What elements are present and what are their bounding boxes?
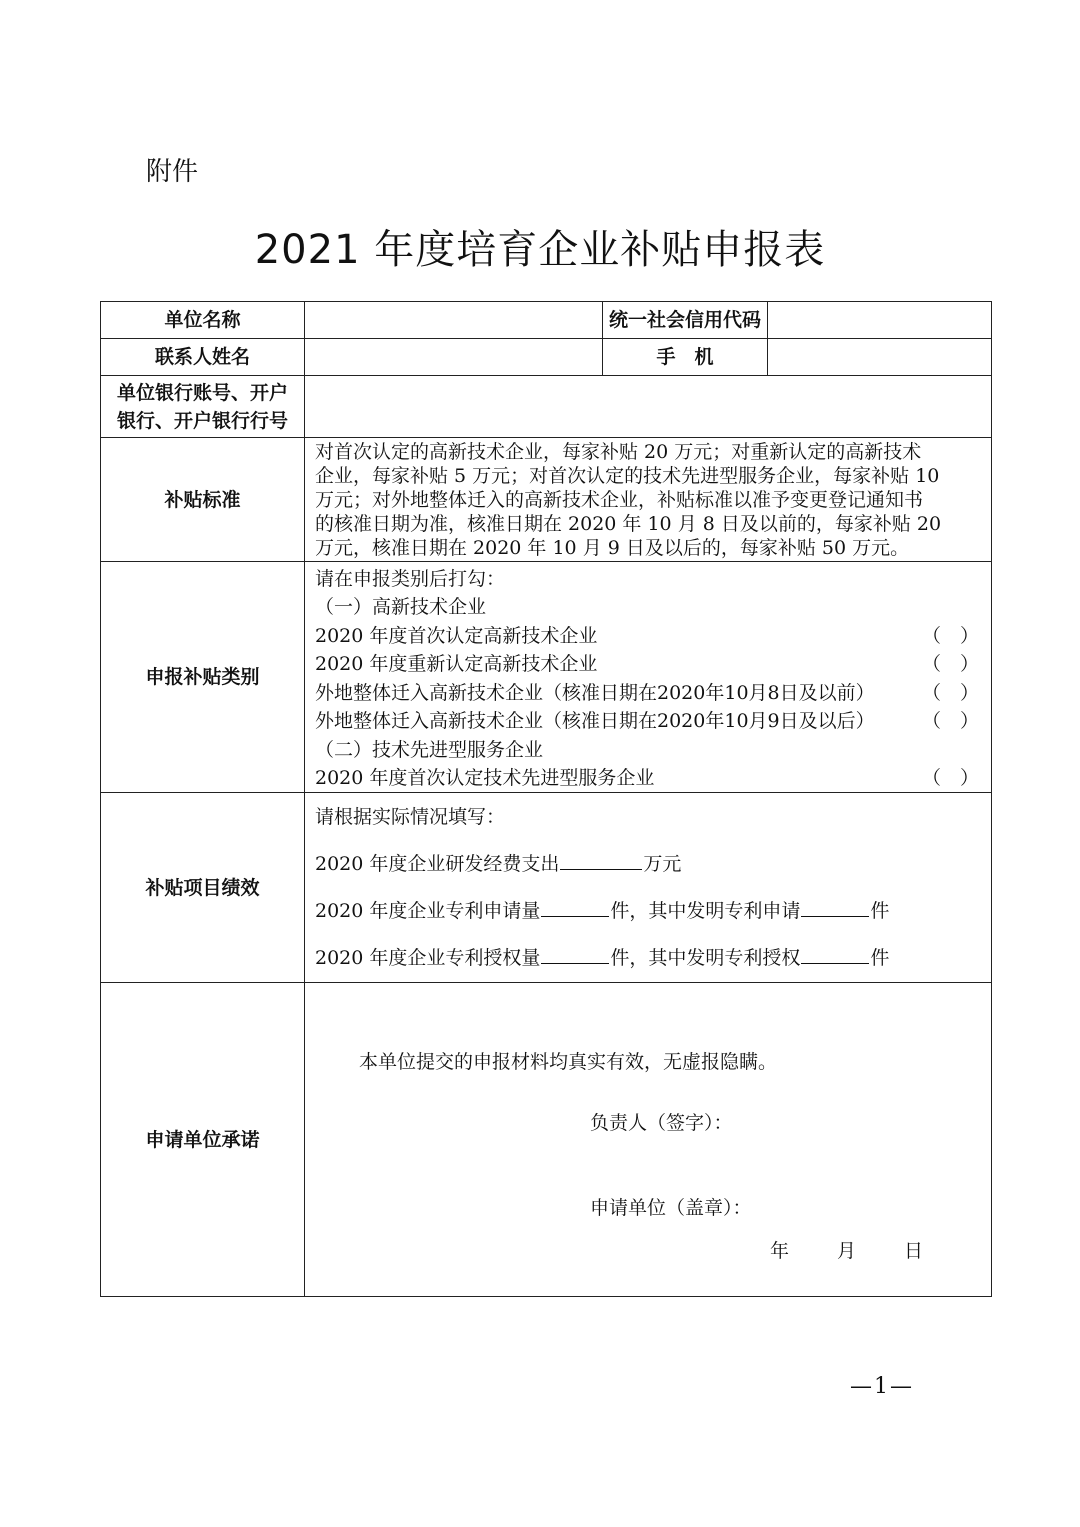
contact-name-label: 联系人姓名 [101, 339, 305, 376]
row-contact [101, 339, 992, 376]
unit-name-field[interactable] [305, 302, 603, 339]
category-heading-service: （二）技术先进型服务企业 [315, 738, 544, 761]
rd-expense-line [315, 841, 981, 888]
performance-intro: 请根据实际情况填写： [315, 805, 506, 828]
category-option-row[interactable] [315, 763, 981, 792]
patent-apply-suffix: 件 [870, 899, 890, 922]
application-form-table [100, 301, 992, 1297]
page-title: 2021 年度培育企业补贴申报表 [254, 227, 826, 273]
applicant-seal-label: 申请单位（盖章）： [590, 1197, 752, 1219]
contact-name-field[interactable] [305, 339, 603, 376]
category-option-label: 2020 年度首次认定技术先进型服务企业 [315, 767, 655, 790]
category-option-row[interactable] [315, 677, 981, 706]
patent-grant-prefix: 2020 年度企业专利授权量 [315, 946, 541, 969]
patent-apply-mid: 件，其中发明专利申请 [610, 899, 801, 922]
category-heading-row [315, 592, 981, 621]
rd-expense-input[interactable] [560, 847, 642, 870]
category-option-label: 外地整体迁入高新技术企业（核准日期在2020年10月9日及以后） [315, 710, 875, 733]
category-option-row[interactable] [315, 706, 981, 735]
performance-label: 补贴项目绩效 [101, 793, 305, 983]
category-checkbox[interactable]: （ ） [921, 767, 979, 790]
patent-apply-prefix: 2020 年度企业专利申请量 [315, 899, 541, 922]
category-option-label: 2020 年度首次认定高新技术企业 [315, 624, 598, 647]
bank-label-line2: 银行、开户银行行号 [116, 409, 288, 432]
commitment-label: 申请单位承诺 [101, 983, 305, 1297]
standard-line: 的核准日期为准，核准日期在 2020 年 10 月 8 日及以前的，每家补贴 20 [315, 512, 942, 535]
standard-line: 万元；对外地整体迁入的高新技术企业，补贴标准以准予变更登记通知书 [315, 488, 924, 511]
phone-field[interactable] [768, 339, 992, 376]
patent-grant-mid: 件，其中发明专利授权 [610, 946, 801, 969]
category-checkbox[interactable]: （ ） [921, 653, 979, 676]
standard-text [305, 438, 992, 562]
unit-name-label: 单位名称 [101, 302, 305, 339]
attachment-label: 附件 [146, 157, 199, 187]
row-unit-name [101, 302, 992, 339]
patent-apply-input[interactable] [541, 894, 609, 917]
phone-label: 手 机 [603, 339, 768, 376]
date-line [770, 1236, 923, 1263]
commitment-text: 本单位提交的申报材料均真实有效，无虚报隐瞒。 [359, 1051, 778, 1073]
patent-apply-line [315, 888, 981, 935]
category-intro-row [315, 563, 981, 592]
date-day: 日 [904, 1240, 924, 1262]
row-category [101, 562, 992, 793]
category-list [305, 562, 992, 793]
bank-info-label [101, 376, 305, 438]
category-option-label: 外地整体迁入高新技术企业（核准日期在2020年10月8日及以前） [315, 681, 875, 704]
date-month: 月 [837, 1240, 857, 1262]
date-year: 年 [770, 1240, 790, 1262]
invention-grant-input[interactable] [801, 941, 869, 964]
category-option-label: 2020 年度重新认定高新技术企业 [315, 653, 598, 676]
commitment-content [305, 983, 992, 1297]
invention-apply-input[interactable] [801, 894, 869, 917]
credit-code-label: 统一社会信用代码 [603, 302, 768, 339]
category-intro: 请在申报类别后打勾： [315, 567, 506, 590]
row-commitment [101, 983, 992, 1297]
rd-expense-prefix: 2020 年度企业研发经费支出 [315, 852, 560, 875]
rd-expense-suffix: 万元 [643, 852, 682, 875]
bank-info-field[interactable] [305, 376, 992, 438]
category-checkbox[interactable]: （ ） [921, 681, 979, 704]
page-number: —1— [850, 1374, 914, 1399]
row-standard [101, 438, 992, 562]
category-checkbox[interactable]: （ ） [921, 710, 979, 733]
responsible-signature-label: 负责人（签字）： [590, 1112, 733, 1134]
category-checkbox[interactable]: （ ） [921, 624, 979, 647]
row-performance [101, 793, 992, 983]
performance-fields [305, 793, 992, 983]
patent-grant-input[interactable] [541, 941, 609, 964]
category-heading-row [315, 734, 981, 763]
credit-code-field[interactable] [768, 302, 992, 339]
bank-label-line1: 单位银行账号、开户 [116, 381, 288, 404]
standard-line: 对首次认定的高新技术企业，每家补贴 20 万元；对重新认定的高新技术 [315, 440, 922, 463]
category-option-row[interactable] [315, 620, 981, 649]
standard-line: 万元，核准日期在 2020 年 10 月 9 日及以后的，每家补贴 50 万元。 [315, 536, 910, 559]
patent-grant-suffix: 件 [870, 946, 890, 969]
category-heading-high-tech: （一）高新技术企业 [315, 596, 487, 619]
category-option-row[interactable] [315, 649, 981, 678]
category-label: 申报补贴类别 [101, 562, 305, 793]
patent-grant-line [315, 935, 981, 982]
standard-label: 补贴标准 [101, 438, 305, 562]
row-bank [101, 376, 992, 438]
standard-line: 企业，每家补贴 5 万元；对首次认定的技术先进型服务企业，每家补贴 10 [315, 464, 940, 487]
